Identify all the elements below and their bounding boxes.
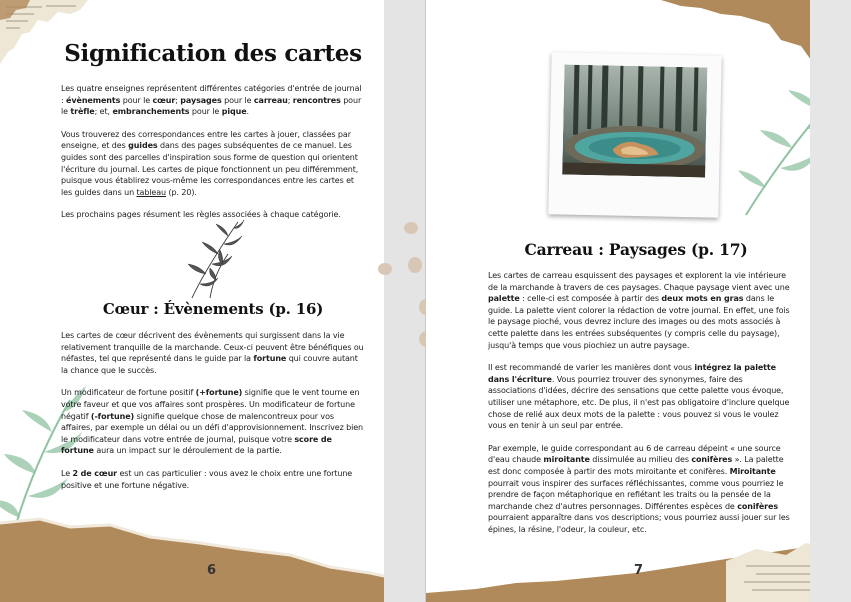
intro-paragraph-2: Vous trouverez des correspondances entre les cartes à jouer, classées par enseigne, et des guides dans des pages subséquentes de ce manuel. Les guides sont des parcelles d'inspiration sous forme de question qui orientent l'écriture du journal. Les cartes de pique fonctionnent un peu différemment, puisque vous établirez vous-même les correspondances entre les cartes et les guides dans un tableau (p. 20). bbox=[61, 129, 359, 197]
carreau-section-text bbox=[488, 270, 790, 546]
polaroid-photo bbox=[548, 52, 721, 218]
page-edge-right bbox=[810, 0, 851, 602]
intro-text bbox=[61, 83, 366, 232]
botanical-sprig-icon bbox=[180, 218, 246, 300]
coeur-paragraph-2: Un modificateur de fortune positif (+fortune) signifie que le vent tourne en votre faveur et que vos affaires sont prospères. Un modificateur de fortune négatif (-fortune) signifie quelque chose de malencontreux pour vos affaires, par exemple un délai ou un défi d'approvisionnement. Inscrivez bien le modificateur dans votre entrée de journal, puisque votre score de fortune aura un impact sur le déroulement de la partie. bbox=[61, 388, 364, 456]
carreau-paragraph-1: Les cartes de carreau esquissent des paysages et explorent la vie intérieure de la marchande à travers de ces paysages. Chaque paysage vient avec une palette : celle-ci est composée à partir des deux mots en gras dans le guide. La palette vient colorer la rédaction de votre journal. En effet, une fois le paysage pioché, vous devrez inclure des images ou des mots associés à cette palette dans les entrées subséquentes (y compris celle du paysage), jusqu'à temps que vous piochiez un autre paysage. bbox=[488, 271, 790, 350]
page-title: Signification des cartes bbox=[64, 40, 362, 67]
page-number-right: 7 bbox=[634, 563, 644, 578]
section-title-carreau: Carreau : Paysages (p. 17) bbox=[524, 240, 748, 259]
intro-paragraph-1: Les quatre enseignes représentent différentes catégories d'entrée de journal : évènements pour le cœur; paysages pour le carreau; rencontres pour le trèfle; et, embranchements pour le pique. bbox=[61, 84, 362, 117]
intro-paragraph-3: Les prochains pages résument les règles associées à chaque catégorie. bbox=[61, 210, 341, 220]
carreau-paragraph-3: Par exemple, le guide correspondant au 6 de carreau dépeint « une source d'eau chaude miroitante dissimulée au milieu des conifères ». La palette est donc composée à partir des mots miroitante et conifères. Miroitante pourrait vous inspirer des surfaces réfléchissantes, comme vous pourriez le prendre de façon métaphorique en reflétant les traits ou la pensée de la marchande chez d'autres personnages. Différentes espèces de conifères pourraient apparaître dans vos descriptions; vous pourriez aussi jouer sur les épines, la résine, l'odeur, la couleur, etc. bbox=[488, 443, 790, 534]
coeur-section-text bbox=[61, 330, 366, 502]
coeur-paragraph-3: Le 2 de cœur est un cas particulier : vous avez le choix entre une fortune positive et une fortune négative. bbox=[61, 468, 353, 490]
kraft-paper-decoration-left bbox=[0, 515, 426, 602]
section-title-coeur: Cœur : Évènements (p. 16) bbox=[102, 300, 324, 318]
coeur-paragraph-1: Les cartes de cœur décrivent des évènements qui surgissent dans la vie relativement tranquille de la marchande. Ceux-ci peuvent être bénéfiques ou néfastes, tel que représenté dans le guide par la fortune qui couvre autant la chance que le succès. bbox=[61, 331, 364, 375]
carreau-paragraph-2: Il est recommandé de varier les manières dont vous intégrez la palette dans l'écriture. Vous pourriez trouver des synonymes, faire des associations d'idées, décrire des sensations que cette palette vous évoque, utiliser une métaphore, etc. De plus, il n'est pas obligatoire d'inclure quelque chose de relié aux deux mots de la palette : vous pouvez si vous le voulez vous en tenir à un seul par entrée. bbox=[488, 363, 790, 431]
hot-spring-forest-photo bbox=[562, 65, 707, 178]
page-number-left: 6 bbox=[207, 563, 217, 578]
